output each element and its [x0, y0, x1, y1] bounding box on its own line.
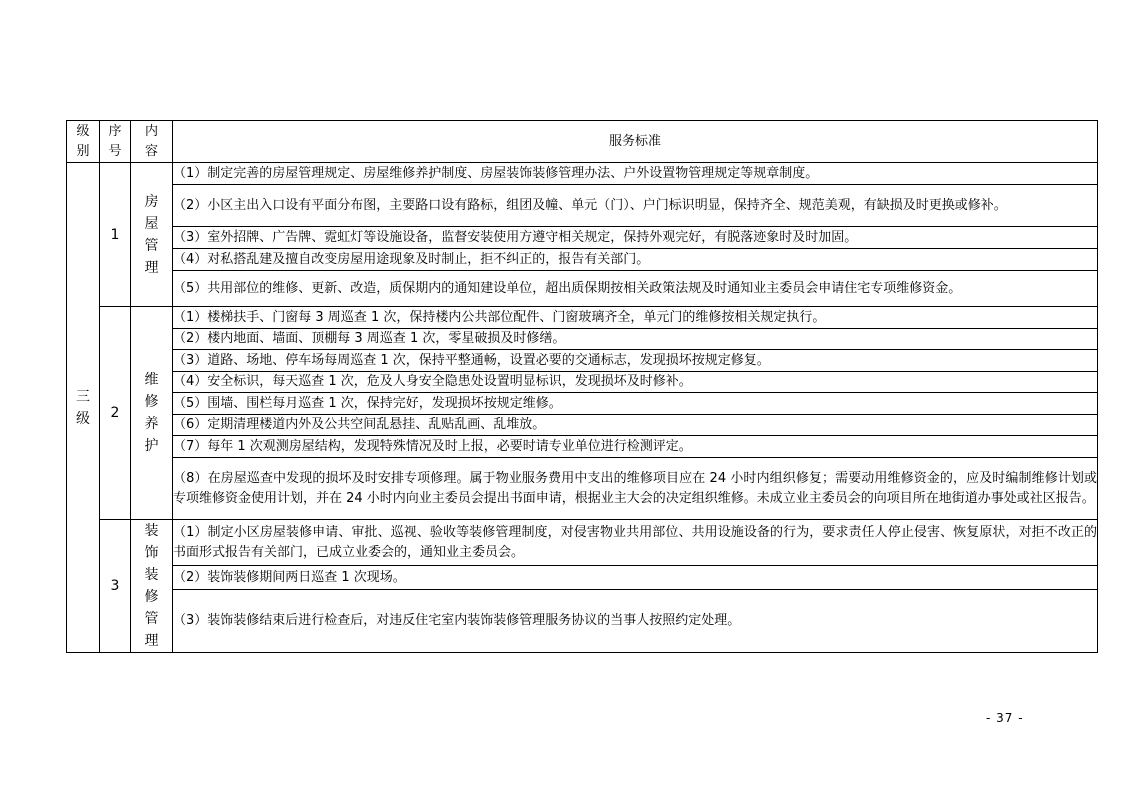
content-cell-maintenance: 维 修 养 护: [131, 307, 173, 520]
standard-item: （1）制定完善的房屋管理规定、房屋维修养护制度、房屋装饰装修管理办法、户外设置物管理规定等规章制度。: [173, 163, 1098, 185]
seq-cell-3: 3: [100, 520, 131, 653]
table-row: [67, 520, 1098, 566]
header-level: 级 别: [67, 121, 100, 163]
table-row: [67, 350, 1098, 372]
table-row: [67, 458, 1098, 520]
header-seq: 序 号: [100, 121, 131, 163]
seq-cell-2: 2: [100, 307, 131, 520]
table-row: [67, 227, 1098, 249]
seq-cell-1: 1: [100, 163, 131, 307]
table-row: [67, 393, 1098, 415]
page-number: - 37 -: [986, 711, 1024, 725]
standard-item: （1）楼梯扶手、门窗每 3 周巡查 1 次，保持楼内公共部位配件、门窗玻璃齐全，单元门的维修按相关规定执行。: [173, 307, 1098, 329]
table-row: [67, 249, 1098, 271]
table-header-row: [67, 121, 1098, 163]
standard-item: （4）对私搭乱建及擅自改变房屋用途现象及时制止，拒不纠正的，报告有关部门。: [173, 249, 1098, 271]
header-content: 内 容: [131, 121, 173, 163]
table-row: [67, 372, 1098, 393]
table-row: [67, 307, 1098, 329]
table-row: [67, 329, 1098, 350]
standard-item: （2）小区主出入口设有平面分布图，主要路口设有路标，组团及幢、单元（门）、户门标识明显，保持齐全、规范美观，有缺损及时更换或修补。: [173, 185, 1098, 227]
content-cell-decoration-management: 装 饰 装 修 管 理: [131, 520, 173, 653]
table-row: [67, 436, 1098, 458]
content-cell-house-management: 房 屋 管 理: [131, 163, 173, 307]
table-row: [67, 185, 1098, 227]
standard-item: （3）装饰装修结束后进行检查后，对违反住宅室内装饰装修管理服务协议的当事人按照约定处理。: [173, 589, 1098, 652]
standard-item: （4）安全标识，每天巡查 1 次，危及人身安全隐患处设置明显标识，发现损坏及时修补。: [173, 372, 1098, 393]
table-row: [67, 566, 1098, 589]
table-row: [67, 271, 1098, 307]
table-row: [67, 415, 1098, 436]
table-row: [67, 163, 1098, 185]
standard-item: （3）室外招牌、广告牌、霓虹灯等设施设备，监督安装使用方遵守相关规定，保持外观完好，有脱落迹象时及时加固。: [173, 227, 1098, 249]
standard-item: （7）每年 1 次观测房屋结构，发现特殊情况及时上报，必要时请专业单位进行检测评定。: [173, 436, 1098, 458]
standard-item: （1）制定小区房屋装修申请、审批、巡视、验收等装修管理制度，对侵害物业共用部位、共用设施设备的行为，要求责任人停止侵害、恢复原状，对拒不改正的书面形式报告有关部门，已成立业委会的，通知业主委员会。: [173, 520, 1098, 566]
standard-item: （5）围墙、围栏每月巡查 1 次，保持完好，发现损坏按规定维修。: [173, 393, 1098, 415]
standard-item: （3）道路、场地、停车场每周巡查 1 次，保持平整通畅，设置必要的交通标志，发现损坏按规定修复。: [173, 350, 1098, 372]
table-row: [67, 589, 1098, 652]
standard-item: （2）楼内地面、墙面、顶棚每 3 周巡查 1 次，零星破损及时修缮。: [173, 329, 1098, 350]
standard-item: （8）在房屋巡查中发现的损坏及时安排专项修理。属于物业服务费用中支出的维修项目应在 24 小时内组织修复；需要动用维修资金的，应及时编制维修计划或专项维修资金使用计划，并在 24 小时内向业主委员会提出书面申请，根据业主大会的决定组织维修。未成立业主委员会的向项目所在地街道办事处或社区报告。: [173, 458, 1098, 520]
header-standard: 服务标准: [173, 121, 1098, 163]
level-cell: 三 级: [67, 163, 100, 653]
standard-item: （2）装饰装修期间两日巡查 1 次现场。: [173, 566, 1098, 589]
standard-item: （5）共用部位的维修、更新、改造，质保期内的通知建设单位，超出质保期按相关政策法规及时通知业主委员会申请住宅专项维修资金。: [173, 271, 1098, 307]
service-standard-table: [66, 120, 1098, 653]
standard-item: （6）定期清理楼道内外及公共空间乱悬挂、乱贴乱画、乱堆放。: [173, 415, 1098, 436]
